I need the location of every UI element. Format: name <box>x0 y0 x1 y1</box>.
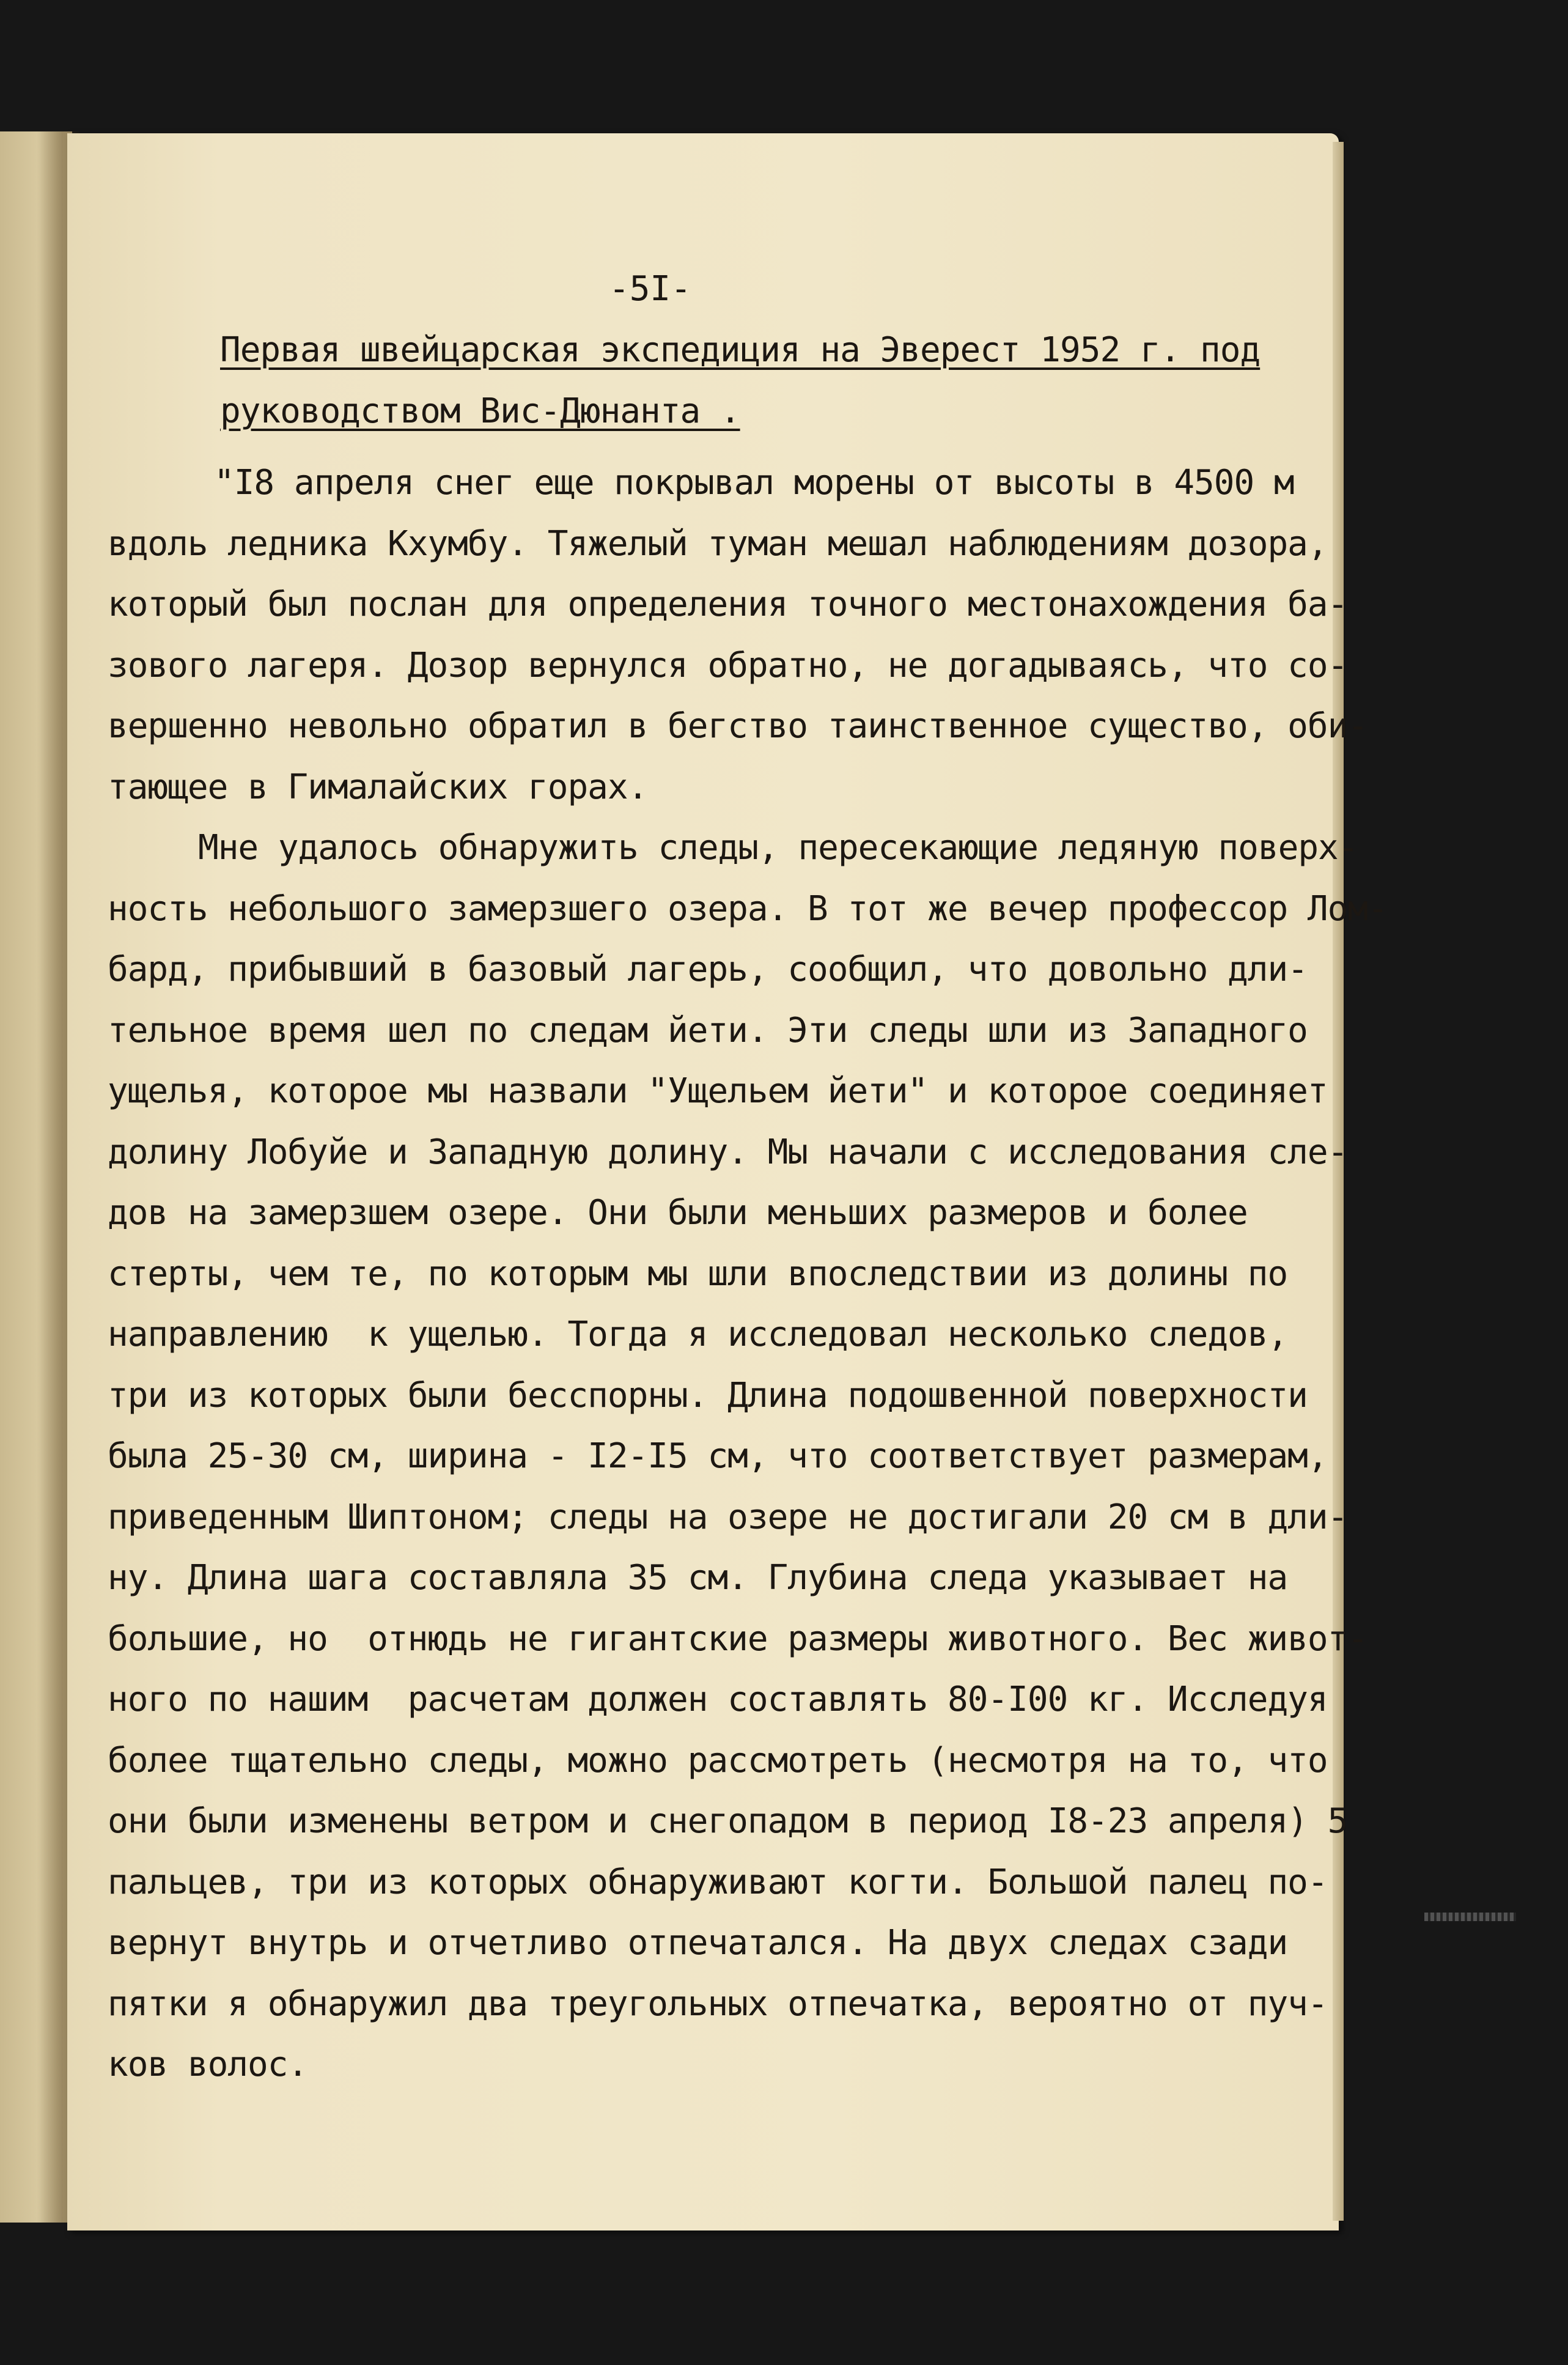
body-line: вернут внутрь и отчетливо отпечатался. На двух следах сзади <box>108 1923 1288 1963</box>
body-line: который был послан для определения точного местонахождения ба- <box>108 585 1348 624</box>
heading-line-2: руководством Вис-Дюнанта . <box>220 391 740 431</box>
body-line: "I8 апреля снег еще покрывал морены от высоты в 4500 м <box>214 463 1294 503</box>
body-line: они были изменены ветром и снегопадом в период I8-23 апреля) 5 <box>108 1801 1348 1841</box>
body-line: бард, прибывший в базовый лагерь, сообщил, что довольно дли- <box>108 950 1308 989</box>
body-line: ного по нашим расчетам должен составлять 80-I00 кг. Исследуя <box>108 1680 1328 1719</box>
body-line: пальцев, три из которых обнаруживают когти. Большой палец по- <box>108 1862 1328 1902</box>
page-number: -5I- <box>609 269 691 309</box>
body-line: дов на замерзшем озере. Они были меньших размеров и более <box>108 1193 1248 1233</box>
body-line: вершенно невольно обратил в бегство таинственное существо, оби- <box>108 706 1368 746</box>
scanner-calibration-mark <box>1424 1913 1516 1921</box>
body-line: Мне удалось обнаружить следы, пересекающие ледяную поверх- <box>198 828 1358 868</box>
body-line: стерты, чем те, по которым мы шли впоследствии из долины по <box>108 1253 1288 1294</box>
body-line: ущелья, которое мы назвали "Ущельем йети" и которое соединяет <box>108 1071 1328 1111</box>
body-line: вдоль ледника Кхумбу. Тяжелый туман мешал наблюдениям дозора, <box>108 523 1328 564</box>
body-line: большие, но отнюдь не гигантские размеры животного. Вес живот- <box>108 1618 1368 1659</box>
body-line: тельное время шел по следам йети. Эти следы шли из Западного <box>108 1010 1308 1050</box>
body-line: ну. Длина шага составляла 35 см. Глубина следа указывает на <box>108 1558 1288 1598</box>
body-line: тающее в Гималайских горах. <box>108 767 648 807</box>
body-line: ность небольшого замерзшего озера. В тот же вечер профессор Лом- <box>108 888 1388 929</box>
heading-line-1: Первая швейцарская экспедиция на Эверест 1952 г. под <box>220 330 1261 370</box>
body-line: ков волос. <box>108 2045 308 2084</box>
body-line: пятки я обнаружил два треугольных отпечатка, вероятно от пуч- <box>108 1983 1328 2024</box>
body-text <box>108 452 1388 2095</box>
body-line: более тщательно следы, можно рассмотреть (несмотря на то, что <box>108 1740 1328 1780</box>
body-line: зового лагеря. Дозор вернулся обратно, не догадываясь, что со- <box>108 645 1348 685</box>
body-line: направлению к ущелью. Тогда я исследовал несколько следов, <box>108 1315 1288 1354</box>
body-line: приведенным Шиптоном; следы на озере не достигали 20 см в дли- <box>108 1497 1348 1537</box>
body-line: была 25-30 см, ширина - I2-I5 см, что соответствует размерам, <box>108 1436 1328 1476</box>
body-line: долину Лобуйе и Западную долину. Мы начали с исследования сле- <box>108 1132 1348 1172</box>
body-line: три из которых были бесспорны. Длина подошвенной поверхности <box>108 1375 1308 1415</box>
